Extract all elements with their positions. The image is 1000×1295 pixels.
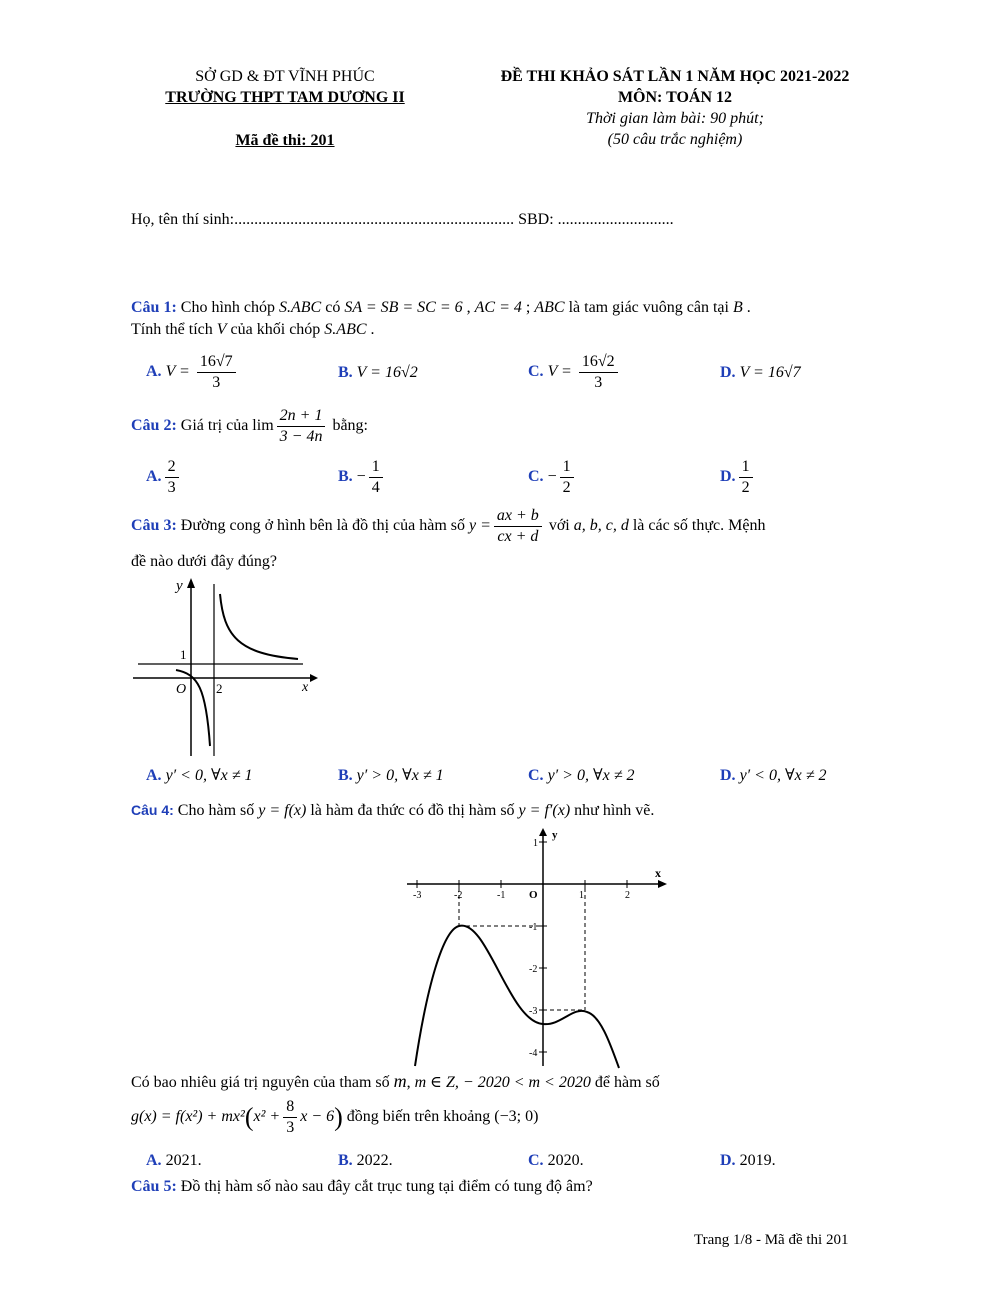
fraction-numerator: 8 bbox=[283, 1097, 297, 1118]
option-math: V = bbox=[547, 363, 572, 381]
q1-math: AC = 4 bbox=[474, 299, 522, 316]
option-sign: − bbox=[547, 468, 557, 486]
q3-text: với bbox=[544, 517, 574, 535]
q4-option-b[interactable] bbox=[338, 1152, 393, 1170]
q1-math: V bbox=[216, 321, 227, 338]
q3-math: y = bbox=[469, 517, 491, 535]
option-letter: D. bbox=[720, 767, 736, 784]
x-axis-arrow-icon bbox=[310, 674, 318, 682]
q5-text: Đồ thị hàm số nào sau đây cắt trục tung tại điểm có tung độ âm? bbox=[176, 1178, 593, 1195]
exam-title: ĐỀ THI KHẢO SÁT LẦN 1 NĂM HỌC 2021-2022 bbox=[500, 68, 850, 85]
fraction-numerator: 1 bbox=[369, 457, 383, 478]
origin-label: O bbox=[176, 682, 187, 697]
q3-label: Câu 3: bbox=[131, 517, 177, 535]
q1-math: B bbox=[732, 299, 743, 316]
fraction-denominator: 2 bbox=[741, 479, 750, 496]
q1-label: Câu 1: bbox=[131, 299, 177, 316]
option-math: V = 16√2 bbox=[356, 364, 418, 381]
question-2 bbox=[131, 406, 368, 447]
option-letter: D. bbox=[720, 1152, 736, 1169]
fraction-denominator: 4 bbox=[371, 479, 380, 496]
option-letter: B. bbox=[338, 1152, 353, 1169]
fraction-numerator: 1 bbox=[560, 457, 574, 478]
q1-text: Tính thể tích bbox=[131, 321, 217, 338]
q1-option-d[interactable] bbox=[720, 364, 801, 382]
question-4 bbox=[131, 802, 654, 820]
question-3 bbox=[131, 506, 765, 547]
q4-math: m ∈ Z, − 2020 < m < 2020 bbox=[414, 1074, 591, 1091]
q1-option-a[interactable] bbox=[146, 352, 239, 393]
q4-text: như hình vẽ. bbox=[570, 802, 655, 819]
q1-text: . bbox=[742, 299, 751, 316]
fraction-numerator: 16√7 bbox=[197, 352, 236, 373]
q4-math: y = f′(x) bbox=[518, 802, 571, 819]
option-letter: B. bbox=[338, 364, 353, 381]
origin-label: O bbox=[529, 889, 538, 901]
q3-option-b[interactable] bbox=[338, 765, 444, 785]
fraction-denominator: 3 − 4n bbox=[279, 428, 323, 445]
q2-text: Giá trị của lim bbox=[176, 417, 274, 435]
tick-label: -2 bbox=[454, 890, 463, 901]
fraction-denominator: 3 bbox=[286, 1119, 295, 1136]
q2-option-c[interactable] bbox=[528, 457, 577, 498]
fraction-numerator: 2n + 1 bbox=[277, 406, 326, 427]
question-1 bbox=[131, 299, 751, 317]
fraction-denominator: cx + d bbox=[497, 528, 539, 545]
fraction-numerator: 2 bbox=[165, 457, 179, 478]
q1-option-c[interactable] bbox=[528, 352, 621, 393]
q1-math: ABC bbox=[534, 299, 565, 316]
y-axis-label: y bbox=[552, 829, 558, 841]
derivative-curve bbox=[415, 926, 619, 1068]
option-letter: C. bbox=[528, 767, 544, 784]
question-count: (50 câu trắc nghiệm) bbox=[607, 131, 743, 148]
q4-math: x² + bbox=[253, 1108, 281, 1126]
tick-label: 2 bbox=[625, 890, 630, 901]
q4-text: đồng biến trên khoảng bbox=[342, 1108, 495, 1126]
q4-text: là hàm đa thức có đồ thị hàm số bbox=[306, 802, 519, 819]
option-math: y′ < 0, ∀x ≠ 2 bbox=[739, 767, 827, 784]
option-letter: B. bbox=[338, 767, 353, 784]
dept-name: SỞ GD & ĐT VĨNH PHÚC bbox=[195, 68, 375, 85]
option-value: 2020. bbox=[543, 1152, 584, 1169]
q4-option-c[interactable] bbox=[528, 1152, 584, 1170]
option-letter: A. bbox=[146, 1152, 162, 1169]
tick-label: -3 bbox=[413, 890, 422, 901]
option-math: V = bbox=[165, 363, 190, 381]
q2-text: bằng: bbox=[328, 417, 368, 435]
tick-label: 1 bbox=[533, 838, 538, 849]
school-name: TRƯỜNG THPT TAM DƯƠNG II bbox=[165, 89, 405, 106]
option-letter: A. bbox=[146, 468, 162, 486]
option-letter: C. bbox=[528, 468, 544, 486]
student-info-line: Họ, tên thí sinh:...................................................................... SBD: ............................. bbox=[131, 211, 674, 228]
q2-option-b[interactable] bbox=[338, 457, 386, 498]
question-5 bbox=[131, 1178, 593, 1196]
option-math: y′ > 0, ∀x ≠ 2 bbox=[547, 767, 635, 784]
q3-math: a, b, c, d bbox=[573, 517, 629, 535]
tick-label: 1 bbox=[180, 647, 187, 662]
q2-option-a[interactable] bbox=[146, 457, 182, 498]
q2-option-d[interactable] bbox=[720, 457, 756, 498]
tick-label: 2 bbox=[216, 681, 223, 696]
option-math: V = 16√7 bbox=[739, 364, 801, 381]
q1-math: S.ABC bbox=[279, 299, 322, 316]
q3-option-d[interactable] bbox=[720, 765, 827, 785]
q3-graph bbox=[128, 576, 318, 762]
tick-label: -4 bbox=[529, 1048, 538, 1059]
q4-graph bbox=[405, 826, 675, 1071]
tick-label: -1 bbox=[497, 890, 506, 901]
q4-text: , bbox=[406, 1074, 415, 1091]
q4-math: g(x) = f(x²) + mx² bbox=[131, 1108, 245, 1126]
q4-text: để hàm số bbox=[590, 1074, 660, 1091]
option-value: 2021. bbox=[161, 1152, 202, 1169]
option-letter: A. bbox=[146, 363, 162, 381]
q1-math: SA = SB = SC = 6 bbox=[344, 299, 463, 316]
q1-text: ; bbox=[521, 299, 535, 316]
tick-labels bbox=[413, 838, 630, 1059]
q1-math: S.ABC bbox=[324, 321, 367, 338]
x-axis-label: x bbox=[655, 866, 661, 880]
q5-label: Câu 5: bbox=[131, 1178, 177, 1195]
option-sign: − bbox=[356, 468, 366, 486]
x-axis-arrow-icon bbox=[658, 880, 667, 888]
q1-text: có bbox=[321, 299, 345, 316]
q1-text: , bbox=[462, 299, 475, 316]
q4-text: Có bao nhiêu giá trị nguyên của tham số bbox=[131, 1074, 394, 1091]
q3-option-a[interactable] bbox=[146, 765, 253, 785]
q1-text: của khối chóp bbox=[226, 321, 325, 338]
q4-math: x − 6 bbox=[300, 1108, 335, 1126]
q1-text: . bbox=[366, 321, 375, 338]
option-letter: B. bbox=[338, 468, 353, 486]
y-axis-arrow-icon bbox=[187, 578, 195, 588]
q4-math: (−3; 0) bbox=[494, 1108, 539, 1126]
y-axis-label: y bbox=[176, 578, 183, 594]
option-math: y′ < 0, ∀x ≠ 1 bbox=[165, 767, 253, 784]
fraction-numerator: 16√2 bbox=[579, 352, 618, 373]
tick-label: -2 bbox=[529, 964, 538, 975]
option-letter: C. bbox=[528, 1152, 544, 1169]
option-math: y′ > 0, ∀x ≠ 1 bbox=[356, 767, 444, 784]
fraction-denominator: 3 bbox=[594, 374, 603, 391]
fraction-denominator: 2 bbox=[562, 479, 571, 496]
question-3-line-2: đề nào dưới đây đúng? bbox=[131, 553, 277, 570]
fraction-numerator: 1 bbox=[739, 457, 753, 478]
fraction-numerator: ax + b bbox=[494, 506, 542, 527]
q1-option-b[interactable] bbox=[338, 364, 418, 382]
tick-label: -1 bbox=[529, 922, 538, 933]
question-1-line-2 bbox=[131, 321, 375, 339]
subject: MÔN: TOÁN 12 bbox=[617, 89, 733, 106]
option-letter: A. bbox=[146, 767, 162, 784]
q4-text: Cho hàm số bbox=[173, 802, 259, 819]
fraction-denominator: 3 bbox=[167, 479, 176, 496]
question-4-line-2 bbox=[131, 1071, 660, 1092]
option-value: 2022. bbox=[352, 1152, 393, 1169]
tick-label: -3 bbox=[529, 1006, 538, 1017]
option-value: 2019. bbox=[735, 1152, 776, 1169]
fraction-denominator: 3 bbox=[212, 374, 221, 391]
q4-option-a[interactable] bbox=[146, 1152, 202, 1170]
time-limit: Thời gian làm bài: 90 phút; bbox=[586, 110, 764, 127]
q4-math: y = f(x) bbox=[258, 802, 307, 819]
exam-code: Mã đề thi: 201 bbox=[235, 132, 335, 149]
option-letter: C. bbox=[528, 363, 544, 381]
q2-label: Câu 2: bbox=[131, 417, 177, 435]
q4-option-d[interactable] bbox=[720, 1152, 776, 1170]
option-letter: D. bbox=[720, 364, 736, 381]
q1-text: là tam giác vuông cân tại bbox=[564, 299, 733, 316]
q3-text: Đường cong ở hình bên là đồ thị của hàm số bbox=[176, 517, 469, 535]
q3-option-c[interactable] bbox=[528, 765, 635, 785]
page-footer: Trang 1/8 - Mã đề thi 201 bbox=[694, 1232, 849, 1248]
right-branch-curve bbox=[220, 594, 298, 659]
y-axis-arrow-icon bbox=[539, 828, 547, 836]
x-axis-label: x bbox=[302, 680, 309, 695]
question-4-function-line: g(x) = f(x²) + mx²(x² + $\frac{8}{3}$ x − 6) đồng biến trên khoảng (−3; 0) bbox=[131, 1098, 539, 1136]
q3-text: là các số thực. Mệnh bbox=[628, 517, 766, 535]
option-letter: D. bbox=[720, 468, 736, 486]
tick-label: 1 bbox=[579, 890, 584, 901]
q1-text: Cho hình chóp bbox=[176, 299, 279, 316]
q4-math: m bbox=[393, 1071, 407, 1091]
q4-label: Câu 4: bbox=[131, 802, 174, 818]
